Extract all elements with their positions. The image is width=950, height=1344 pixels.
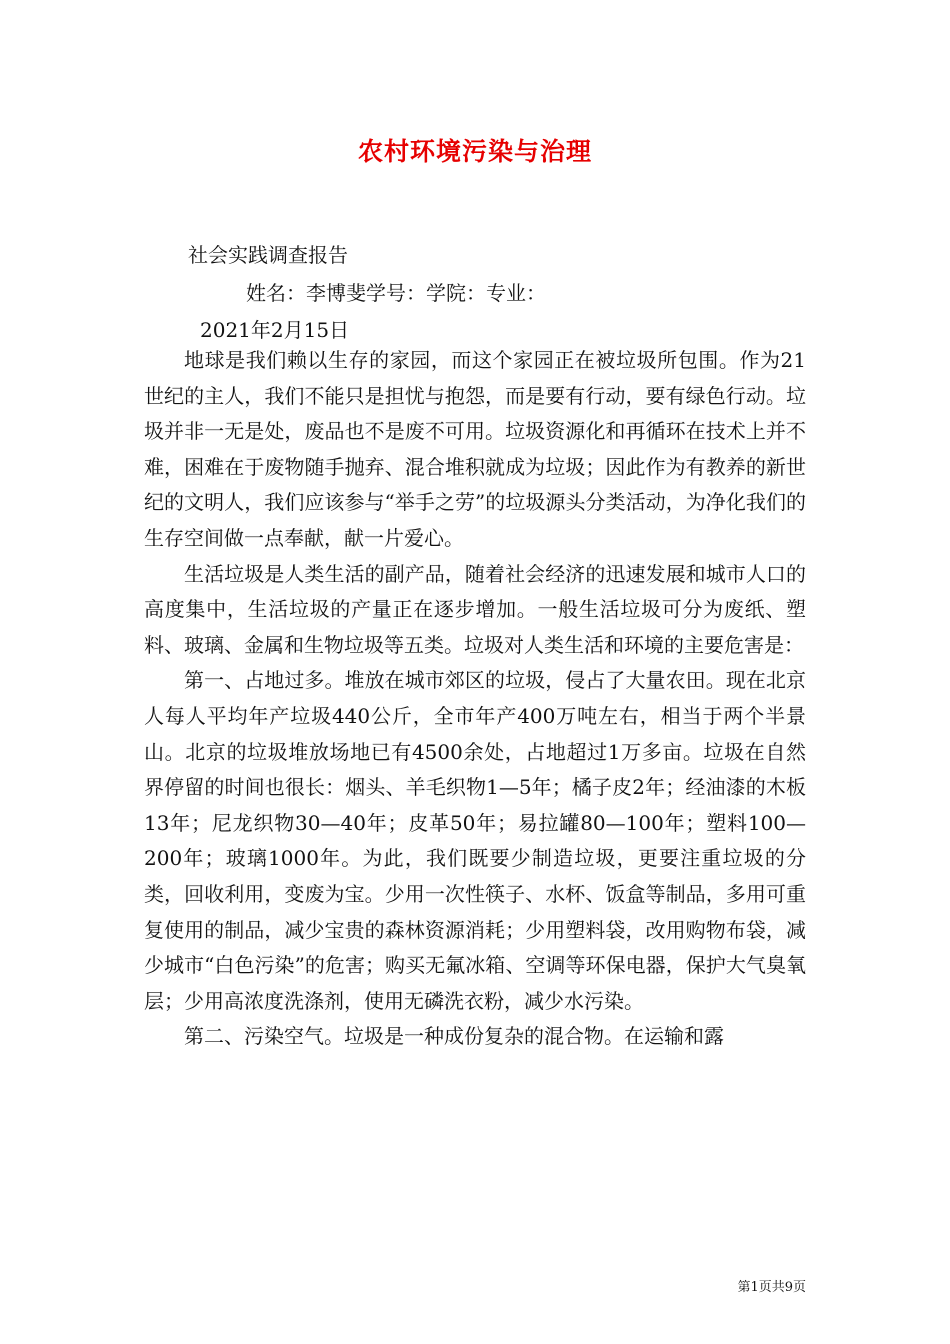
paragraph-intro: 地球是我们赖以生存的家园，而这个家园正在被垃圾所包围。作为21世纪的主人，我们不能只是担忧与抱怨，而是要有行动，要有绿色行动。垃圾并非一无是处，废品也不是废不可用。垃圾资源化和再循环在技术上并不难，困难在于废物随手抛弃、混合堆积就成为垃圾；因此作为有教养的新世纪的文明人，我们应该参与“举手之劳”的垃圾源头分类活动，为净化我们的生存空间做一点奉献，献一片爱心。 — [144, 348, 806, 550]
report-date: 2021年2月15日 — [200, 318, 350, 342]
author-info-line: 姓名：李博斐学号：学院：专业： — [246, 281, 546, 305]
document-title: 农村环境污染与治理 — [357, 137, 592, 166]
paragraph-garbage-overview: 生活垃圾是人类生活的副产品，随着社会经济的迅速发展和城市人口的高度集中，生活垃圾的产量正在逐步增加。一般生活垃圾可分为废纸、塑料、玻璃、金属和生物垃圾等五类。垃圾对人类生活和环境的主要危害是： — [144, 561, 806, 657]
report-subtitle: 社会实践调查报告 — [188, 243, 348, 267]
body-text — [144, 343, 806, 1055]
paragraph-land-occupation: 第一、占地过多。堆放在城市郊区的垃圾，侵占了大量农田。现在北京人每人平均年产垃圾440公斤，全市年产400万吨左右，相当于两个半景山。北京的垃圾堆放场地已有4500余处，占地超过1万多亩。垃圾在自然界停留的时间也很长：烟头、羊毛织物1—5年；橘子皮2年；经油漆的木板13年；尼龙织物30—40年；皮革50年；易拉罐80—100年；塑料100—200年；玻璃1000年。为此，我们既要少制造垃圾，更要注重垃圾的分类，回收利用，变废为宝。少用一次性筷子、水杯、饭盒等制品，多用可重复使用的制品，减少宝贵的森林资源消耗；少用塑料袋，改用购物布袋，减少城市“白色污染”的危害；购买无氟冰箱、空调等环保电器，保护大气臭氧层；少用高浓度洗涤剂，使用无磷洗衣粉，减少水污染。 — [144, 668, 806, 1013]
paragraph-air-pollution: 第二、污染空气。垃圾是一种成份复杂的混合物。在运输和露 — [184, 1024, 724, 1049]
page-number-footer: 第1页共9页 — [737, 1280, 806, 1295]
